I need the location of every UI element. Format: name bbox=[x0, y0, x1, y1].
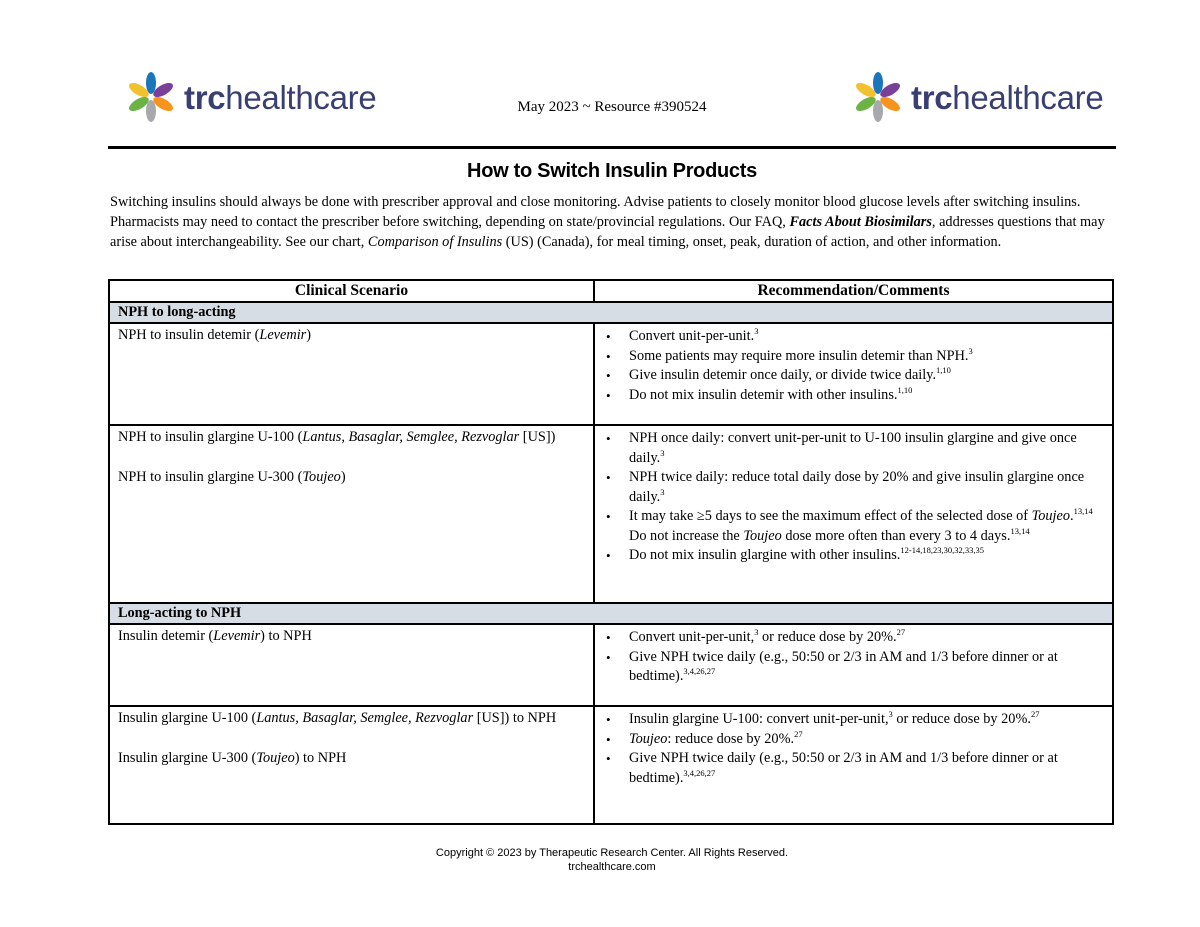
list-item: • Convert unit-per-unit.$^3$ bbox=[603, 327, 1104, 347]
page-title: How to Switch Insulin Products bbox=[467, 160, 757, 182]
list-item: • It may take ≥5 days to see the maximum effect of the selected dose of Toujeo.$^{13,14}$ Do not increase the Toujeo dose more often than every 3 to 4 days.$^{13,14}$ bbox=[603, 507, 1104, 546]
insulin-switch-table bbox=[108, 279, 1114, 825]
list-item: • Give insulin detemir once daily, or divide twice daily.$^{1,10}$ bbox=[603, 366, 1104, 386]
header-rule bbox=[108, 146, 1116, 149]
table-row bbox=[109, 624, 1113, 706]
scenario-cell: NPH to insulin glargine U-100 (Lantus, Basaglar, Semglee, Rezvoglar [US]) NPH to insulin glargine U-300 (Toujeo) bbox=[109, 425, 594, 603]
table-row bbox=[109, 323, 1113, 425]
section-row bbox=[109, 603, 1113, 624]
list-item: • Give NPH twice daily (e.g., 50:50 or 2/3 in AM and 1/3 before dinner or at bedtime).$^{3,4,26,27}$ bbox=[603, 648, 1104, 687]
list-item: • NPH once daily: convert unit-per-unit to U-100 insulin glargine and give once daily.$^3$ bbox=[603, 429, 1104, 468]
recommendation-cell bbox=[594, 425, 1113, 603]
list-item: • Give NPH twice daily (e.g., 50:50 or 2/3 in AM and 1/3 before dinner or at bedtime).$^{3,4,26,27}$ bbox=[603, 749, 1104, 788]
section-label: NPH to long-acting bbox=[109, 302, 1113, 323]
logo-wordmark: trchealthcare bbox=[911, 78, 1104, 116]
list-item: • Insulin glargine U-100: convert unit-per-unit,$^3$ or reduce dose by 20%.$^{27}$ bbox=[603, 710, 1104, 730]
list-item: • Convert unit-per-unit,$^3$ or reduce dose by 20%.$^{27}$ bbox=[603, 628, 1104, 648]
recommendation-cell bbox=[594, 323, 1113, 425]
col-header-recommendation: Recommendation/Comments bbox=[594, 280, 1113, 302]
recommendation-cell bbox=[594, 624, 1113, 706]
list-item: • Do not mix insulin detemir with other insulins.$^{1,10}$ bbox=[603, 386, 1104, 406]
section-row bbox=[109, 302, 1113, 323]
list-item: • NPH twice daily: reduce total daily dose by 20% and give insulin glargine once daily.$^3$ bbox=[603, 468, 1104, 507]
table-row bbox=[109, 425, 1113, 603]
list-item: • Do not mix insulin glargine with other insulins.$^{12-14,18,23,30,32,33,35}$ bbox=[603, 546, 1104, 566]
list-item: • Some patients may require more insulin detemir than NPH.$^3$ bbox=[603, 347, 1104, 367]
table-header-row bbox=[109, 280, 1113, 302]
intro-paragraph: Switching insulins should always be done with prescriber approval and close monitoring. Advise patients to closely monitor blood glucose levels after switching insulins. Pharmacists may need to contact the prescriber before switching, depending on state/provincial regulations. Our FAQ, Facts About Biosimilars, addresses questions that may arise about interchangeability. See our chart, Comparison of Insulins (US) (Canada), for meal timing, onset, peak, duration of action, and other information. bbox=[110, 194, 1105, 250]
table-row bbox=[109, 706, 1113, 824]
copyright-text: Copyright © 2023 by Therapeutic Research Center. All Rights Reserved. bbox=[435, 847, 789, 859]
scenario-cell: Insulin detemir (Levemir) to NPH bbox=[109, 624, 594, 706]
trc-petal-logo-icon bbox=[851, 70, 905, 124]
recommendation-cell bbox=[594, 706, 1113, 824]
footer-site-link[interactable]: trchealthcare.com bbox=[568, 861, 656, 873]
scenario-cell: NPH to insulin detemir (Levemir) bbox=[109, 323, 594, 425]
section-label: Long-acting to NPH bbox=[109, 603, 1113, 624]
trc-logo-right bbox=[851, 70, 1103, 124]
list-item: • Toujeo: reduce dose by 20%.$^{27}$ bbox=[603, 730, 1104, 750]
col-header-scenario: Clinical Scenario bbox=[109, 280, 594, 302]
chart-link[interactable]: Comparison of Insulins bbox=[367, 234, 503, 250]
logo-wordmark: trchealthcare bbox=[184, 78, 377, 116]
faq-link[interactable]: Facts About Biosimilars bbox=[789, 214, 932, 230]
resource-date-line: May 2023 ~ Resource #390524 bbox=[517, 99, 707, 115]
page-footer bbox=[0, 846, 1200, 874]
scenario-cell: Insulin glargine U-100 (Lantus, Basaglar, Semglee, Rezvoglar [US]) to NPH Insulin glargine U-300 (Toujeo) to NPH bbox=[109, 706, 594, 824]
